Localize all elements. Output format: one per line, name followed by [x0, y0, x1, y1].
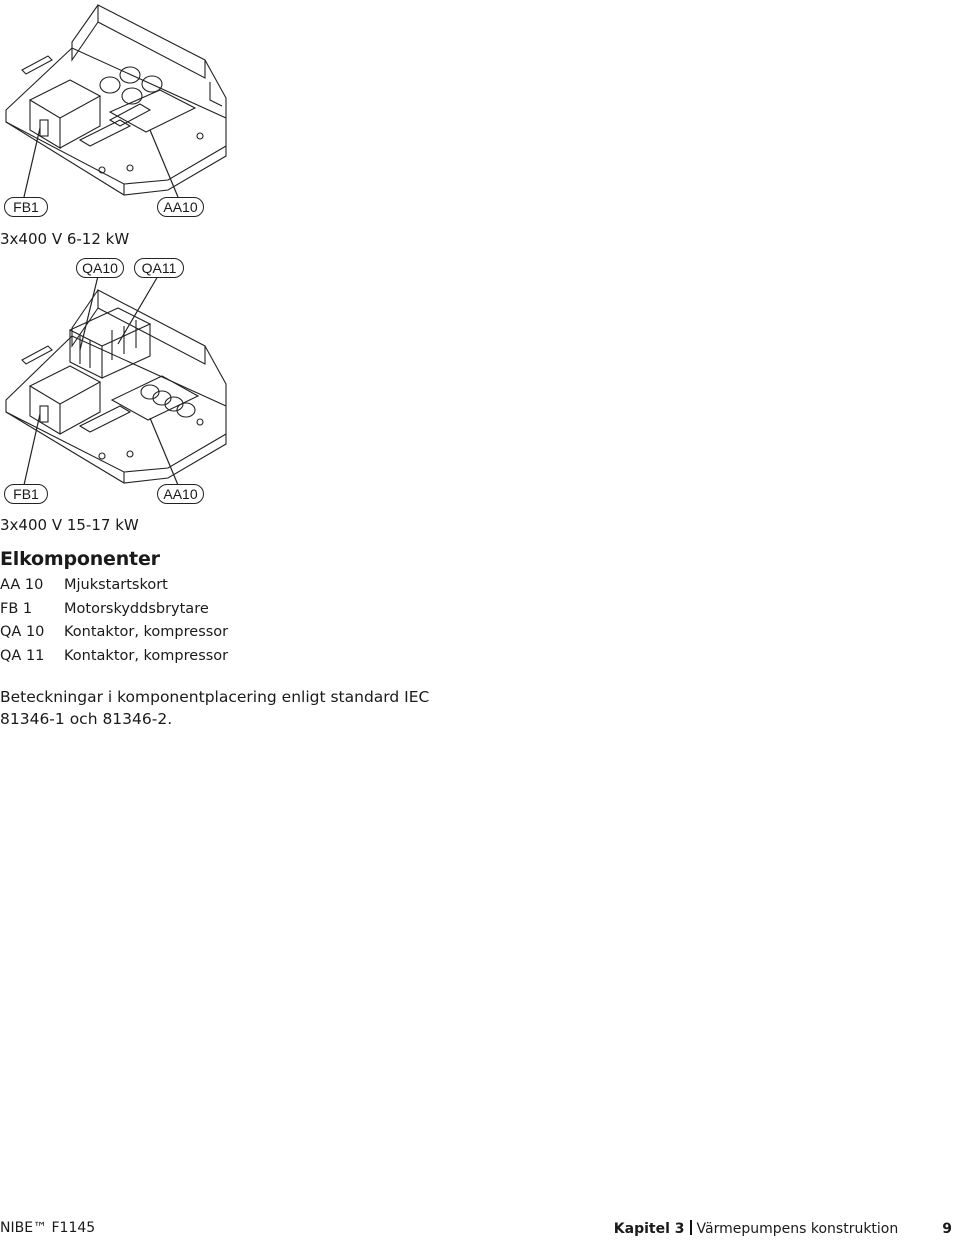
legend-label: Motorskyddsbrytare: [64, 600, 209, 617]
qa10-callout: QA10: [76, 258, 124, 278]
component-legend: [0, 548, 420, 668]
figure1-caption: 3x400 V 6-12 kW: [0, 230, 130, 248]
legend-item: [0, 621, 420, 645]
legend-code: QA 11: [0, 647, 45, 664]
fb1-callout: FB1: [4, 197, 48, 217]
legend-label: Kontaktor, kompressor: [64, 647, 229, 664]
legend-code: AA 10: [0, 577, 44, 593]
legend-label: Kontaktor, kompressor: [64, 624, 229, 640]
electrical-box-figure-15-17kw: [0, 250, 240, 510]
standard-note: Beteckningar i komponentplacering enligt standard IEC 81346-1 och 81346-2.: [0, 688, 430, 728]
legend-item: [0, 574, 420, 598]
electrical-box-figure-6-12kw: [0, 0, 240, 222]
footer-chapter-title: Värmepumpens konstruktion: [696, 1221, 899, 1237]
electrical-box-drawing: [0, 250, 240, 510]
electrical-box-drawing: [0, 0, 240, 222]
footer-chapter: Kapitel 3: [613, 1221, 685, 1237]
qa11-callout: QA11: [134, 258, 184, 278]
legend-title: Elkomponenter: [0, 548, 160, 570]
page-number: 9: [942, 1221, 952, 1237]
legend-label: Mjukstartskort: [64, 577, 168, 593]
footer-separator: [690, 1220, 692, 1235]
figure2-caption: 3x400 V 15-17 kW: [0, 516, 139, 534]
footer-chapter-info: [614, 1220, 952, 1237]
fb1-callout: FB1: [4, 484, 48, 504]
page-footer: [0, 1220, 960, 1240]
legend-code: FB 1: [0, 600, 33, 617]
aa10-callout: AA10: [157, 484, 204, 504]
footer-brand: NIBE™ F1145: [0, 1220, 96, 1236]
aa10-callout: AA10: [157, 197, 204, 217]
legend-code: QA 10: [0, 624, 45, 640]
legend-item: [0, 598, 420, 622]
legend-item: [0, 645, 420, 669]
